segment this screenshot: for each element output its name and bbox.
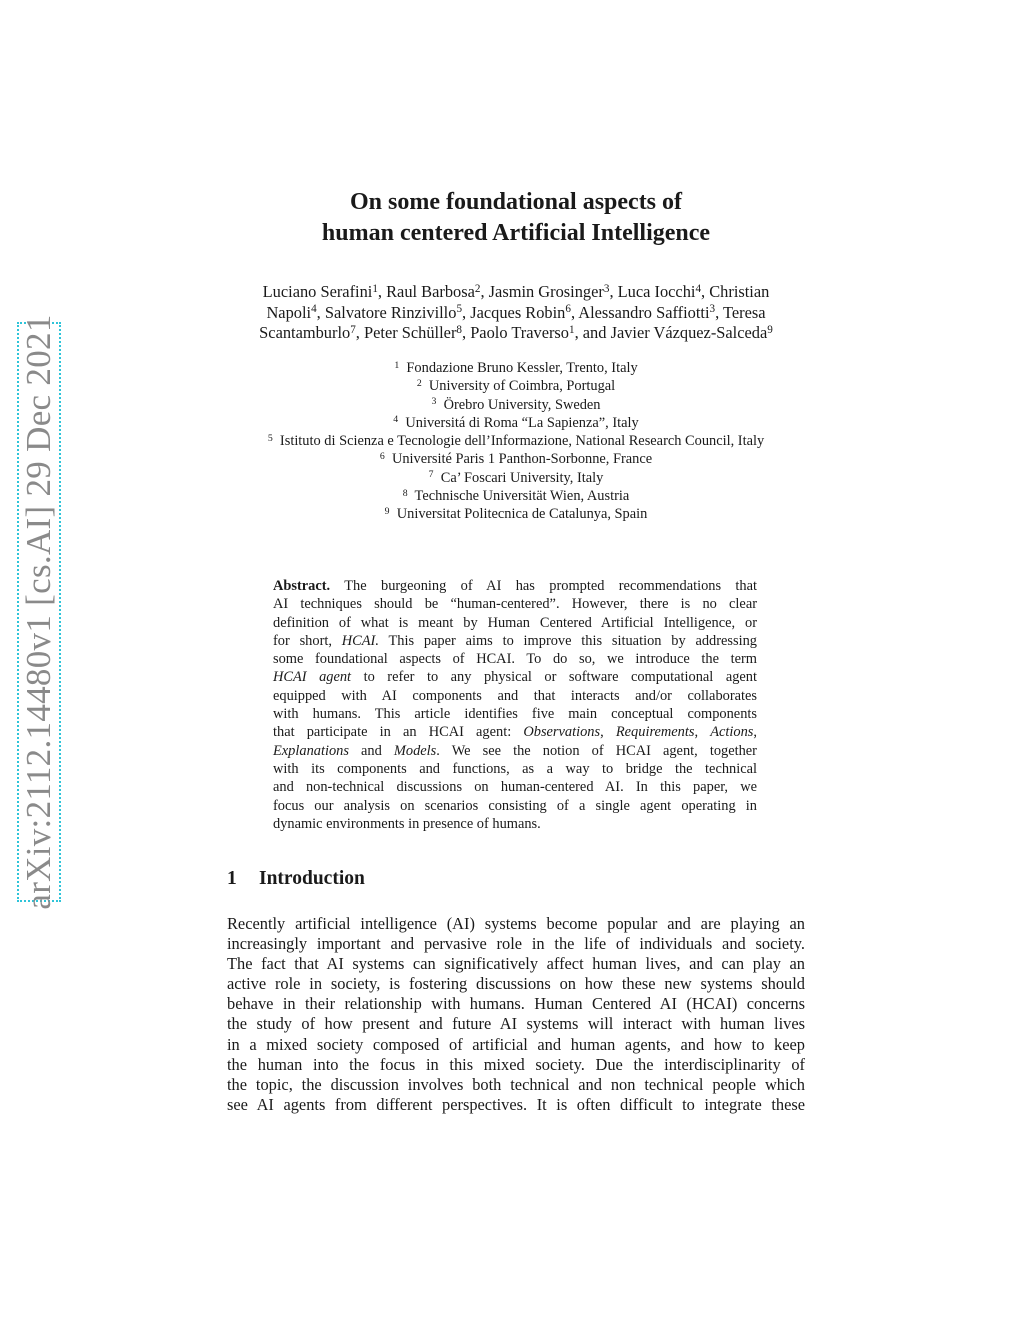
abstract-line: equipped with AI components and that interacts and/or collaborates	[273, 687, 757, 704]
affiliation-item	[222, 450, 810, 468]
abstract-emphasis: Models	[393, 742, 437, 759]
author-name: Luciano Serafini	[262, 282, 373, 301]
body-line: the study of how present and future AI systems will interact with human lives	[227, 1014, 805, 1034]
section-number: 1	[227, 868, 237, 889]
affiliation-text: Istituto di Scienza e Tecnologie dell’Informazione, National Research Council, Italy	[279, 433, 765, 450]
affiliation-text: Universitat Politecnica de Catalunya, Spain	[396, 506, 648, 523]
abstract-line: that participate in an HCAI agent: Observations, Requirements, Actions,	[273, 724, 758, 741]
abstract-text: . We see the notion of HCAI agent, together	[436, 742, 757, 759]
affiliation-text: Universitá di Roma “La Sapienza”, Italy	[405, 414, 639, 431]
affiliation-text: Ca’ Foscari University, Italy	[440, 469, 604, 486]
author-affiliation-mark: 5	[456, 303, 463, 316]
abstract-text: that participate in an HCAI agent:	[273, 724, 512, 741]
author-line-3: Scantamburlo$^7$, Peter Schüller$^8$, Paolo Traverso$^1$, and Javier Vázquez-Salceda$^9$	[259, 323, 773, 342]
author-line-1: Luciano Serafini$^1$, Raul Barbosa$^2$, Jasmin Grosinger$^3$, Luca Iocchi$^4$, Christian	[262, 282, 770, 301]
arxiv-identifier: arXiv:2112.14480v1 [cs.AI] 29 Dec 2021	[19, 314, 58, 910]
abstract-line: some foundational aspects of HCAI. To do so, we introduce the term	[273, 651, 757, 668]
author-name: Javier Vázquez-Salceda	[610, 323, 768, 342]
affiliation-text: Technische Universität Wien, Austria	[414, 488, 630, 505]
author-affiliation-mark: 8	[456, 323, 462, 336]
section-title: Introduction	[259, 868, 365, 889]
abstract-emphasis: Requirements	[615, 724, 695, 741]
introduction-body	[227, 914, 805, 1115]
abstract-line: focus our analysis on scenarios consisting of a single agent operating in	[273, 797, 757, 814]
arxiv-stamp	[17, 314, 61, 910]
abstract-line: with its components and functions, as a way to bridge the technical	[273, 760, 757, 777]
abstract-line: AI techniques should be “human-centered”. However, there is no clear	[273, 596, 757, 613]
abstract-line	[273, 668, 757, 686]
body-line: see AI agents from different perspectives. It is often difficult to integrate these	[227, 1094, 805, 1114]
affiliation-number: 3	[431, 396, 437, 408]
body-line: behave in their relationship with humans. Human Centered AI (HCAI) concerns	[227, 994, 805, 1014]
affiliation-item	[222, 414, 810, 432]
paper-title	[228, 187, 804, 249]
author-affiliation-mark: 3	[603, 282, 610, 295]
author-name: Salvatore Rinzivillo	[324, 302, 457, 322]
author-list	[225, 282, 807, 344]
body-line: increasingly important and pervasive role in the life of individuals and society.	[227, 934, 805, 954]
abstract-emphasis: Actions	[710, 724, 754, 741]
affiliation-item	[222, 432, 810, 450]
affiliation-item	[222, 505, 810, 523]
author-connector: and	[582, 323, 607, 342]
section-heading	[227, 868, 365, 890]
author-name: Alessandro Saffiotti	[578, 302, 710, 322]
author-affiliation-mark: 9	[767, 323, 773, 336]
abstract-line	[273, 577, 757, 595]
affiliation-text: Université Paris 1 Panthon-Sorbonne, France	[391, 451, 653, 468]
author-affiliation-mark: 4	[695, 282, 702, 295]
affiliation-number: 5	[267, 432, 273, 444]
affiliation-item	[222, 469, 810, 487]
author-name: Jacques Robin	[470, 302, 566, 322]
abstract-line: definition of what is meant by Human Centered Artificial Intelligence, or	[273, 614, 757, 631]
body-line: Recently artificial intelligence (AI) systems become popular and are playing an	[227, 914, 805, 933]
abstract-line: and non-technical discussions on human-centered AI. In this paper, we	[273, 779, 757, 796]
abstract-text: for short,	[273, 632, 332, 649]
affiliation-item	[222, 487, 810, 505]
author-name: Jasmin Grosinger	[488, 282, 604, 301]
abstract-emphasis: HCAI agent	[273, 669, 352, 686]
body-line: the topic, the discussion involves both technical and non technical people which	[227, 1074, 805, 1094]
affiliation-text: Örebro University, Sweden	[443, 396, 601, 413]
affiliation-number: 2	[416, 377, 422, 389]
abstract-line	[273, 632, 757, 650]
author-affiliation-mark: 4	[311, 303, 317, 316]
body-line: active role in society, is fostering discussions on how these new systems should	[227, 974, 805, 994]
abstract-line: dynamic environments in presence of humans.	[273, 815, 541, 832]
body-line: The fact that AI systems can significatively affect human lives, and can play an	[227, 954, 805, 974]
body-line: in a mixed society composed of artificial and human agents, and how to keep	[227, 1034, 805, 1054]
affiliation-number: 9	[384, 505, 390, 517]
affiliation-text: Fondazione Bruno Kessler, Trento, Italy	[406, 360, 638, 376]
affiliation-item	[222, 396, 810, 414]
title-line-2: human centered Artificial Intelligence	[321, 220, 711, 246]
author-affiliation-mark: 1	[569, 323, 575, 336]
abstract-label: Abstract.	[273, 578, 331, 594]
abstract-text: and	[361, 742, 382, 759]
author-affiliation-mark: 6	[565, 303, 571, 316]
abstract-emphasis: Explanations	[273, 742, 349, 759]
affiliation-number: 6	[379, 451, 385, 463]
author-affiliation-mark: 3	[709, 303, 716, 316]
author-name: Raul Barbosa	[386, 282, 475, 301]
abstract-text: to refer to any physical or software computational agent	[363, 669, 757, 686]
author-affiliation-mark: 2	[474, 282, 481, 295]
affiliation-number: 4	[393, 414, 399, 426]
affiliation-item	[222, 359, 810, 377]
affiliation-text: University of Coimbra, Portugal	[428, 378, 616, 395]
author-name: Luca Iocchi	[617, 282, 696, 301]
affiliation-item	[222, 377, 810, 395]
abstract-text: The burgeoning of AI has prompted recommendations that	[344, 578, 758, 594]
author-affiliation-mark: 1	[372, 282, 378, 295]
affiliation-number: 1	[394, 359, 400, 371]
abstract-emphasis: Observations	[523, 724, 601, 741]
author-affiliation-mark: 7	[350, 323, 356, 336]
affiliation-number: 7	[428, 469, 434, 481]
author-name: Paolo Traverso	[470, 323, 569, 342]
abstract-text: This paper aims to improve this situation by addressing	[388, 632, 757, 649]
affiliation-number: 8	[402, 487, 408, 499]
author-name: Peter Schüller	[364, 323, 457, 342]
abstract-emphasis: HCAI.	[341, 632, 379, 649]
title-line-1: On some foundational aspects of	[349, 189, 683, 215]
abstract-line: with humans. This article identifies five main conceptual components	[273, 706, 757, 723]
abstract-line	[273, 742, 757, 760]
abstract	[273, 577, 757, 833]
affiliation-list	[222, 359, 810, 524]
author-line-2: Napoli$^4$, Salvatore Rinzivillo$^5$, Jacques Robin$^6$, Alessandro Saffiotti$^3$, Teresa	[266, 302, 766, 322]
body-line: the human into the focus in this mixed society. Due the interdisciplinarity of	[227, 1054, 805, 1074]
